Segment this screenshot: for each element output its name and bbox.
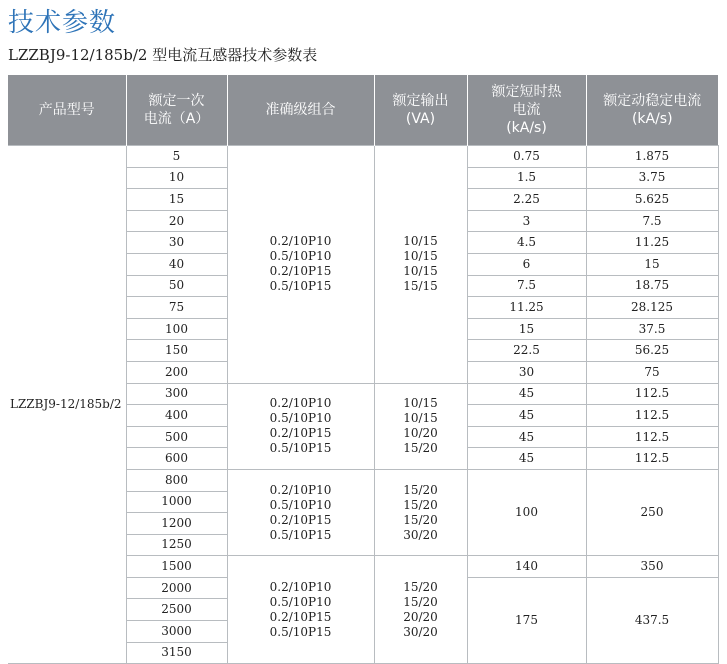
header-line: 额定短时热 <box>491 84 562 100</box>
thermal-current-cell: 4.5 <box>467 232 586 254</box>
header-line: 额定输出 <box>392 93 449 109</box>
dynamic-current-cell: 3.75 <box>586 167 718 189</box>
current-cell: 1250 <box>126 534 227 556</box>
rated-output-cell <box>374 556 467 664</box>
model-cell: LZZBJ9-12/185b/2 <box>8 146 126 664</box>
thermal-current-cell: 1.5 <box>467 167 586 189</box>
accuracy-class-value: 0.2/10P15 <box>269 264 332 279</box>
current-cell: 500 <box>126 426 227 448</box>
accuracy-class-value: 0.5/10P10 <box>269 594 332 609</box>
header-line: (kA/s) <box>506 120 547 136</box>
thermal-current-cell: 140 <box>467 556 586 578</box>
table-caption: LZZBJ9-12/185b/2 型电流互感器技术参数表 <box>8 46 318 64</box>
dynamic-current-cell: 112.5 <box>586 383 718 405</box>
rated-output-value: 10/15 <box>403 234 438 249</box>
header-line: 额定动稳定电流 <box>603 93 702 109</box>
rated-output-cell <box>374 469 467 555</box>
accuracy-class-value: 0.5/10P10 <box>269 497 332 512</box>
dynamic-current-cell: 56.25 <box>586 340 718 362</box>
thermal-current-cell: 2.25 <box>467 189 586 211</box>
header-line: 电流（A） <box>143 111 210 127</box>
accuracy-class-value: 0.5/10P10 <box>269 411 332 426</box>
current-cell: 3150 <box>126 642 227 664</box>
header-line: 电流 <box>512 102 541 118</box>
current-cell: 100 <box>126 318 227 340</box>
current-cell: 300 <box>126 383 227 405</box>
current-cell: 10 <box>126 167 227 189</box>
table-body <box>8 146 718 664</box>
thermal-current-cell: 45 <box>467 448 586 470</box>
accuracy-class-value: 0.2/10P10 <box>269 396 332 411</box>
rated-output-value: 10/15 <box>403 249 438 264</box>
header-line: 产品型号 <box>38 102 95 118</box>
thermal-current-cell: 30 <box>467 361 586 383</box>
current-cell: 150 <box>126 340 227 362</box>
accuracy-class-value: 0.2/10P15 <box>269 609 332 624</box>
thermal-current-cell: 0.75 <box>467 146 586 168</box>
header-line: 准确级组合 <box>265 102 336 118</box>
dynamic-current-cell: 437.5 <box>586 577 718 663</box>
rated-output-cell <box>374 146 467 384</box>
accuracy-class-cell <box>227 469 374 555</box>
current-cell: 200 <box>126 361 227 383</box>
rated-output-value: 30/20 <box>403 527 438 542</box>
rated-output-value: 15/20 <box>403 594 438 609</box>
rated-output-value: 15/20 <box>403 579 438 594</box>
current-cell: 20 <box>126 210 227 232</box>
accuracy-class-value: 0.5/10P15 <box>269 527 332 542</box>
thermal-current-cell: 15 <box>467 318 586 340</box>
page-title: 技术参数 <box>8 8 117 38</box>
accuracy-class-value: 0.2/10P15 <box>269 512 332 527</box>
rated-output-value: 15/20 <box>403 497 438 512</box>
dynamic-current-cell: 18.75 <box>586 275 718 297</box>
current-cell: 5 <box>126 146 227 168</box>
header-line: (kA/s) <box>631 111 673 127</box>
rated-output-value: 15/20 <box>403 441 438 456</box>
thermal-current-cell: 22.5 <box>467 340 586 362</box>
rated-output-value: 20/20 <box>403 609 438 624</box>
current-cell: 1200 <box>126 513 227 535</box>
current-cell: 1500 <box>126 556 227 578</box>
rated-output-value: 10/20 <box>403 426 438 441</box>
thermal-current-cell: 6 <box>467 253 586 275</box>
rated-output-value: 10/15 <box>403 396 438 411</box>
dynamic-current-cell: 7.5 <box>586 210 718 232</box>
spec-table <box>8 75 719 664</box>
header-dynamic-current <box>586 75 718 146</box>
header-line: 额定一次 <box>148 93 205 109</box>
accuracy-class-value: 0.2/10P10 <box>269 482 332 497</box>
header-rated-primary-current <box>126 75 227 146</box>
current-cell: 30 <box>126 232 227 254</box>
dynamic-current-cell: 37.5 <box>586 318 718 340</box>
current-cell: 600 <box>126 448 227 470</box>
dynamic-current-cell: 112.5 <box>586 405 718 427</box>
dynamic-current-cell: 5.625 <box>586 189 718 211</box>
rated-output-value: 15/20 <box>403 512 438 527</box>
thermal-current-cell: 175 <box>467 577 586 663</box>
accuracy-class-value: 0.2/10P10 <box>269 234 332 249</box>
accuracy-class-cell <box>227 556 374 664</box>
header-model <box>8 75 126 146</box>
header-line: (VA) <box>405 111 436 127</box>
dynamic-current-cell: 112.5 <box>586 426 718 448</box>
accuracy-class-cell <box>227 383 374 469</box>
accuracy-class-value: 0.5/10P10 <box>269 249 332 264</box>
accuracy-class-value: 0.5/10P15 <box>269 624 332 639</box>
rated-output-value: 15/20 <box>403 482 438 497</box>
current-cell: 2000 <box>126 577 227 599</box>
rated-output-value: 15/15 <box>403 279 438 294</box>
thermal-current-cell: 11.25 <box>467 297 586 319</box>
current-cell: 800 <box>126 469 227 491</box>
current-cell: 50 <box>126 275 227 297</box>
dynamic-current-cell: 15 <box>586 253 718 275</box>
current-cell: 1000 <box>126 491 227 513</box>
dynamic-current-cell: 350 <box>586 556 718 578</box>
accuracy-class-value: 0.2/10P15 <box>269 426 332 441</box>
accuracy-class-value: 0.2/10P10 <box>269 579 332 594</box>
header-accuracy-class <box>227 75 374 146</box>
dynamic-current-cell: 28.125 <box>586 297 718 319</box>
rated-output-cell <box>374 383 467 469</box>
accuracy-class-cell <box>227 146 374 384</box>
accuracy-class-value: 0.5/10P15 <box>269 279 332 294</box>
thermal-current-cell: 45 <box>467 405 586 427</box>
table-header <box>8 75 718 146</box>
current-cell: 3000 <box>126 621 227 643</box>
thermal-current-cell: 100 <box>467 469 586 555</box>
current-cell: 15 <box>126 189 227 211</box>
accuracy-class-value: 0.5/10P15 <box>269 441 332 456</box>
current-cell: 2500 <box>126 599 227 621</box>
current-cell: 400 <box>126 405 227 427</box>
dynamic-current-cell: 75 <box>586 361 718 383</box>
dynamic-current-cell: 250 <box>586 469 718 555</box>
header-thermal-current <box>467 75 586 146</box>
current-cell: 40 <box>126 253 227 275</box>
rated-output-value: 30/20 <box>403 624 438 639</box>
table-row <box>8 146 718 168</box>
header-row <box>8 75 718 146</box>
thermal-current-cell: 45 <box>467 383 586 405</box>
rated-output-value: 10/15 <box>403 411 438 426</box>
header-rated-output <box>374 75 467 146</box>
current-cell: 75 <box>126 297 227 319</box>
thermal-current-cell: 7.5 <box>467 275 586 297</box>
rated-output-value: 10/15 <box>403 264 438 279</box>
dynamic-current-cell: 11.25 <box>586 232 718 254</box>
dynamic-current-cell: 1.875 <box>586 146 718 168</box>
dynamic-current-cell: 112.5 <box>586 448 718 470</box>
thermal-current-cell: 45 <box>467 426 586 448</box>
thermal-current-cell: 3 <box>467 210 586 232</box>
